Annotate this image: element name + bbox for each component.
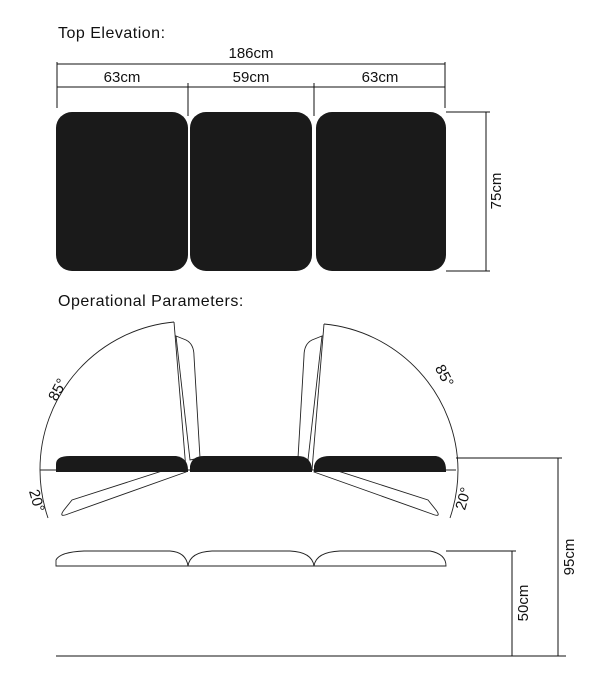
total-height-label: 95cm <box>561 538 578 576</box>
top-cushion-right <box>316 112 446 271</box>
top-cushion-middle <box>190 112 312 271</box>
side-pad-right <box>314 456 446 472</box>
section-width-right-label: 63cm <box>361 69 399 86</box>
top-elevation-heading: Top Elevation: <box>58 25 166 42</box>
section-widths-dimension <box>57 69 445 116</box>
low-pad-left <box>56 551 188 566</box>
seat-height-label: 50cm <box>515 584 532 622</box>
left-upright-pad <box>176 336 200 460</box>
top-cushion-left <box>56 112 188 271</box>
right-upright-pad <box>298 336 322 460</box>
side-pad-middle <box>190 456 312 472</box>
depth-dimension <box>446 112 505 271</box>
left-20-label: 20° <box>25 487 48 515</box>
total-width-label: 186cm <box>228 45 274 62</box>
left-85-label: 85° <box>45 375 71 404</box>
section-width-left-label: 63cm <box>103 69 141 86</box>
total-height-dimension <box>456 458 578 656</box>
right-recline-range <box>298 324 475 518</box>
right-85-arc <box>324 324 458 470</box>
low-pad-right <box>314 551 446 566</box>
right-85-label: 85° <box>431 361 457 390</box>
low-pad-middle <box>188 551 314 566</box>
side-pad-left <box>56 456 188 472</box>
left-recline-range <box>25 322 200 518</box>
depth-label: 75cm <box>488 172 505 210</box>
right-20-label: 20° <box>452 485 475 513</box>
operational-heading: Operational Parameters: <box>58 293 244 310</box>
section-width-middle-label: 59cm <box>232 69 270 86</box>
seat-height-dimension <box>446 551 532 656</box>
